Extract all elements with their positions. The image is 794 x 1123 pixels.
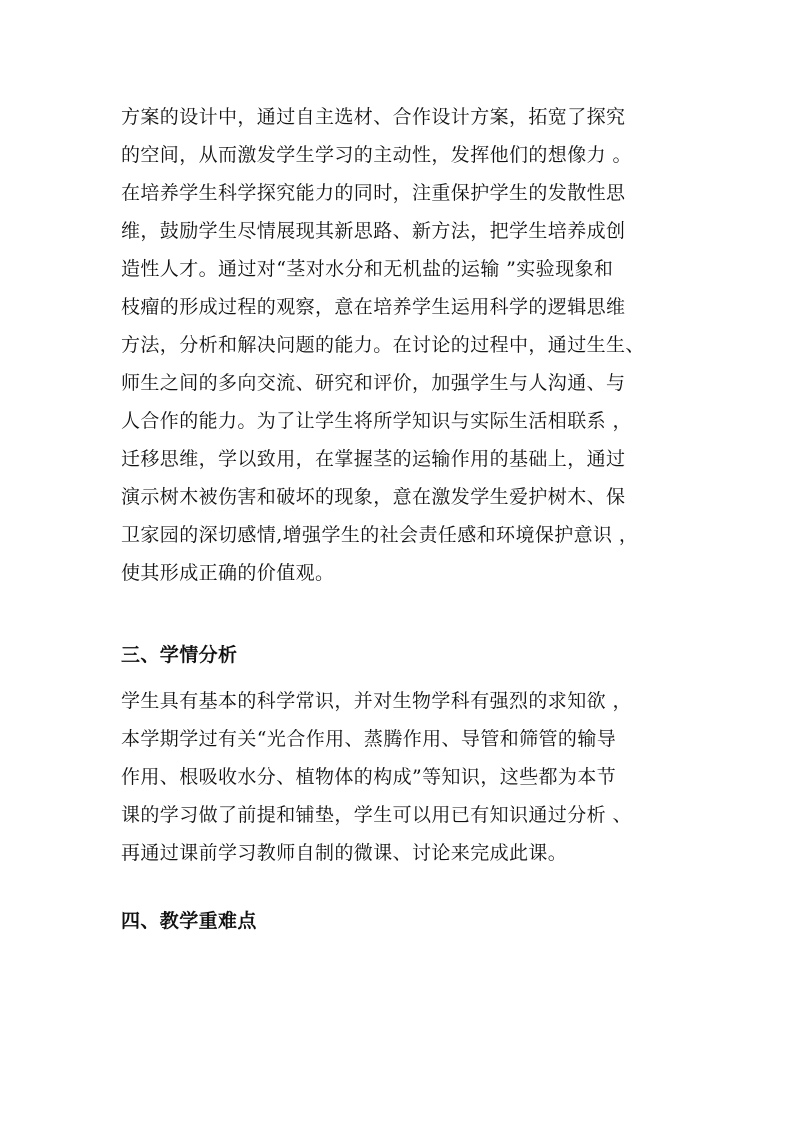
paragraph-line: 造性人才。通过对“茎对水分和无机盐的运输 ”实验现象和	[121, 258, 614, 280]
paragraph-line: 在培养学生科学探究能力的同时，注重保护学生的发散性思	[121, 182, 626, 204]
paragraph-line: 师生之间的多向交流、研究和评价，加强学生与人沟通、与	[121, 372, 626, 394]
paragraph-line: 方案的设计中，通过自主选材、合作设计方案，拓宽了探究	[121, 106, 626, 128]
paragraph-line: 人合作的能力。为了让学生将所学知识与实际生活相联系 ，	[121, 410, 632, 432]
section-heading: 四、教学重难点	[121, 910, 257, 932]
paragraph-line: 学生具有基本的科学常识，并对生物学科有强烈的求知欲 ，	[121, 690, 632, 712]
paragraph-line: 再通过课前学习教师自制的微课、讨论来完成此课。	[121, 842, 568, 864]
paragraph-line: 演示树木被伤害和破坏的现象，意在激发学生爱护树木、保	[121, 486, 626, 508]
paragraph-line: 维，鼓励学生尽情展现其新思路、新方法，把学生培养成创	[121, 220, 626, 242]
paragraph-line: 方法，分析和解决问题的能力。在讨论的过程中，通过生生、	[121, 334, 645, 356]
paragraph-line: 迁移思维，学以致用，在掌握茎的运输作用的基础上，通过	[121, 448, 626, 470]
paragraph-line: 使其形成正确的价值观。	[121, 562, 335, 584]
paragraph-line: 课的学习做了前提和铺垫，学生可以用已有知识通过分析 、	[121, 804, 632, 826]
section-heading: 三、学情分析	[121, 644, 238, 666]
paragraph-line: 的空间，从而激发学生学习的主动性，发挥他们的想像力 。	[121, 144, 632, 166]
paragraph-line: 枝瘤的形成过程的观察，意在培养学生运用科学的逻辑思维	[121, 296, 626, 318]
paragraph-line: 卫家园的深切感情,增强学生的社会责任感和环境保护意识 ，	[121, 524, 639, 546]
paragraph-line: 作用、根吸收水分、植物体的构成”等知识，这些都为本节	[121, 766, 617, 788]
paragraph-line: 本学期学过有关“光合作用、蒸腾作用、导管和筛管的输导	[121, 728, 617, 750]
